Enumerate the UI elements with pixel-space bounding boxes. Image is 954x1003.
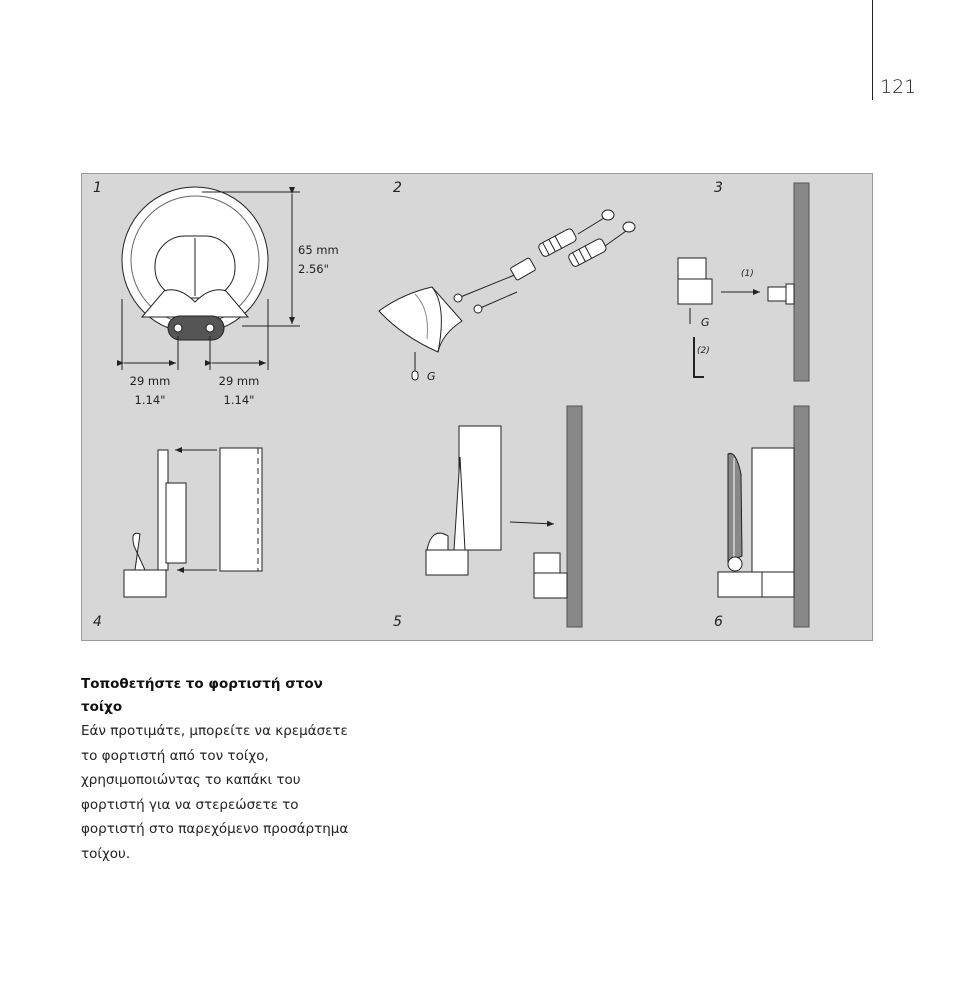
section-heading: Τοποθετήστε το φορτιστή στον τοίχο bbox=[81, 676, 323, 715]
label-g-step3: G bbox=[701, 316, 710, 329]
step1-charger-drawing bbox=[122, 187, 300, 370]
figure-drawing bbox=[82, 174, 872, 640]
page-rule bbox=[872, 0, 873, 100]
dimension-height bbox=[298, 241, 339, 279]
dimension-left-mm: 29 mm bbox=[129, 374, 171, 388]
step-number-2: 2 bbox=[393, 180, 402, 196]
section-body: Εάν προτιμάτε, μπορείτε να κρεμάσετε το φορτιστή από τον τοίχο, χρησιμοποιώντας το καπάκι του φορτιστή για να στερεώσετε το φορτιστή στο παρεχόμενο προσάρτημα τοίχου. bbox=[81, 723, 349, 862]
step-number-6: 6 bbox=[714, 614, 723, 630]
dimension-height-in: 2.56" bbox=[298, 262, 329, 276]
step2-mounting-parts bbox=[379, 210, 635, 380]
label-g-step2: G bbox=[427, 370, 436, 383]
page-number: 121 bbox=[880, 76, 917, 98]
dimension-left bbox=[120, 372, 180, 410]
installation-figure bbox=[81, 173, 873, 641]
step6-mounted-charger bbox=[718, 406, 809, 627]
label-sub-1: (1) bbox=[741, 269, 754, 279]
dimension-right-mm: 29 mm bbox=[218, 374, 260, 388]
step-number-1: 1 bbox=[93, 180, 102, 196]
step-number-4: 4 bbox=[93, 614, 102, 630]
step5-hang-on-wall bbox=[426, 406, 582, 627]
dimension-right bbox=[209, 372, 269, 410]
label-sub-2: (2) bbox=[697, 346, 710, 356]
dimension-height-mm: 65 mm bbox=[298, 243, 339, 257]
step-number-5: 5 bbox=[393, 614, 402, 630]
step-number-3: 3 bbox=[714, 180, 723, 196]
dimension-right-in: 1.14" bbox=[223, 393, 255, 407]
step4-cover-slide bbox=[124, 448, 262, 597]
dimension-left-in: 1.14" bbox=[134, 393, 166, 407]
